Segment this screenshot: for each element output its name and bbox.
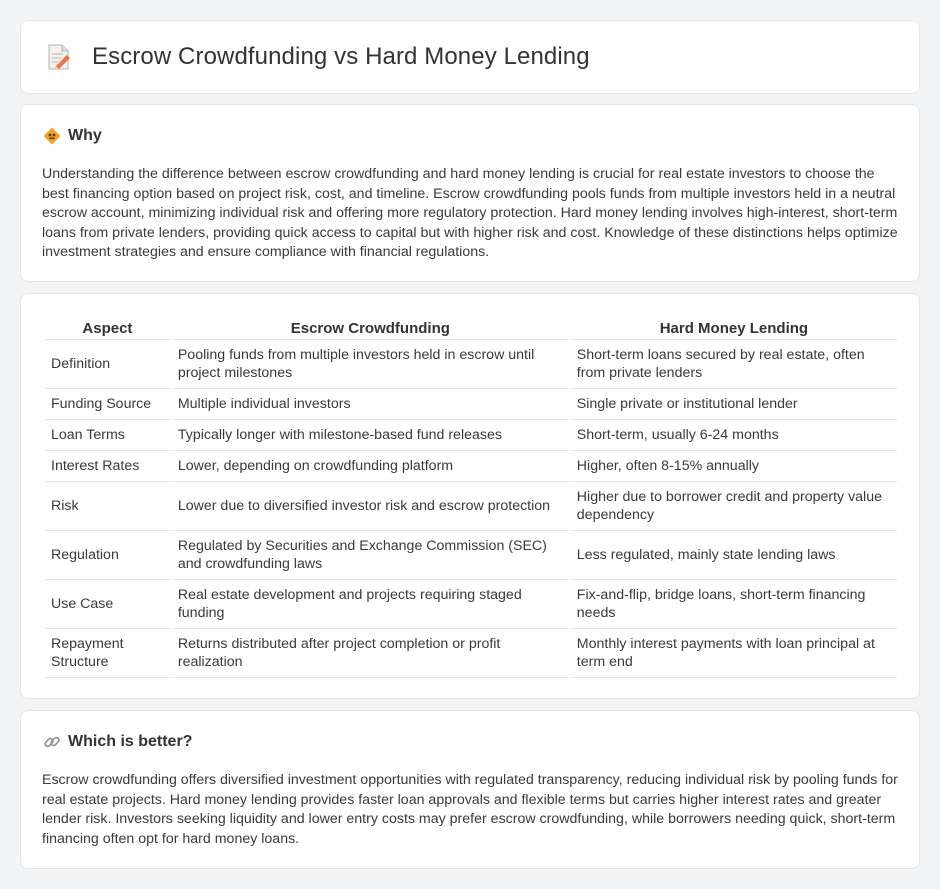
table-cell: Loan Terms bbox=[45, 420, 170, 451]
table-cell: Lower due to diversified investor risk and escrow protection bbox=[172, 482, 569, 531]
table-row bbox=[45, 451, 897, 482]
table-row bbox=[45, 629, 897, 678]
better-header bbox=[43, 733, 192, 751]
table-row bbox=[45, 420, 897, 451]
page-title: Escrow Crowdfunding vs Hard Money Lending bbox=[92, 43, 590, 70]
document-pencil-icon bbox=[46, 43, 72, 71]
better-heading: Which is better? bbox=[68, 733, 193, 750]
table-header-row bbox=[45, 316, 897, 340]
table-cell: Lower, depending on crowdfunding platform bbox=[172, 451, 569, 482]
table-row bbox=[45, 482, 897, 531]
table-cell: Single private or institutional lender bbox=[571, 389, 897, 420]
table-cell: Risk bbox=[45, 482, 170, 531]
table-row bbox=[45, 580, 897, 629]
why-heading: Why bbox=[68, 127, 102, 144]
table-cell: Fix-and-flip, bridge loans, short-term financing needs bbox=[571, 580, 897, 629]
diamond-sign-icon bbox=[43, 127, 61, 145]
why-header bbox=[43, 127, 102, 145]
column-header-hard-money: Hard Money Lending bbox=[571, 316, 897, 340]
table-cell: Repayment Structure bbox=[45, 629, 170, 678]
table-row bbox=[45, 531, 897, 580]
table-cell: Returns distributed after project completion or profit realization bbox=[172, 629, 569, 678]
title-card bbox=[20, 20, 920, 94]
table-cell: Multiple individual investors bbox=[172, 389, 569, 420]
column-header-aspect: Aspect bbox=[45, 316, 170, 340]
table-cell: Regulated by Securities and Exchange Commission (SEC) and crowdfunding laws bbox=[172, 531, 569, 580]
table-cell: Real estate development and projects requiring staged funding bbox=[172, 580, 569, 629]
title-row bbox=[46, 43, 590, 71]
table-cell: Pooling funds from multiple investors held in escrow until project milestones bbox=[172, 340, 569, 389]
table-cell: Funding Source bbox=[45, 389, 170, 420]
comparison-section bbox=[20, 293, 920, 699]
table-cell: Short-term loans secured by real estate, often from private lenders bbox=[571, 340, 897, 389]
why-section bbox=[20, 104, 920, 282]
table-cell: Definition bbox=[45, 340, 170, 389]
table-cell: Use Case bbox=[45, 580, 170, 629]
why-text: Understanding the difference between escrow crowdfunding and hard money lending is crucial for real estate investors to choose the best financing option based on project risk, cost, and timeline. Escrow crowdfunding pools funds from multiple investors held in a neutral escrow account, minimizing individual risk and offering more regulatory protection. Hard money lending involves high-interest, short-term loans from private lenders, providing quick access to capital but with higher risk and cost. Knowledge of these distinctions helps optimize investment strategies and ensure compliance with financial regulations. bbox=[42, 166, 898, 261]
link-icon bbox=[43, 733, 61, 751]
table-cell: Regulation bbox=[45, 531, 170, 580]
table-cell: Typically longer with milestone-based fund releases bbox=[172, 420, 569, 451]
table-cell: Higher due to borrower credit and property value dependency bbox=[571, 482, 897, 531]
table-cell: Interest Rates bbox=[45, 451, 170, 482]
table-row bbox=[45, 340, 897, 389]
better-text: Escrow crowdfunding offers diversified investment opportunities with regulated transparency, reducing individual risk by pooling funds for real estate projects. Hard money lending provides faster loan approvals and flexible terms but carries higher interest rates and greater lender risk. Investors seeking liquidity and lower entry costs may prefer escrow crowdfunding, while borrowers needing quick, short-term financing often opt for hard money loans. bbox=[42, 772, 898, 847]
column-header-escrow: Escrow Crowdfunding bbox=[172, 316, 569, 340]
comparison-table bbox=[43, 316, 899, 678]
table-cell: Less regulated, mainly state lending laws bbox=[571, 531, 897, 580]
table-cell: Short-term, usually 6-24 months bbox=[571, 420, 897, 451]
which-better-section bbox=[20, 710, 920, 869]
table-cell: Monthly interest payments with loan principal at term end bbox=[571, 629, 897, 678]
table-cell: Higher, often 8-15% annually bbox=[571, 451, 897, 482]
table-row bbox=[45, 389, 897, 420]
